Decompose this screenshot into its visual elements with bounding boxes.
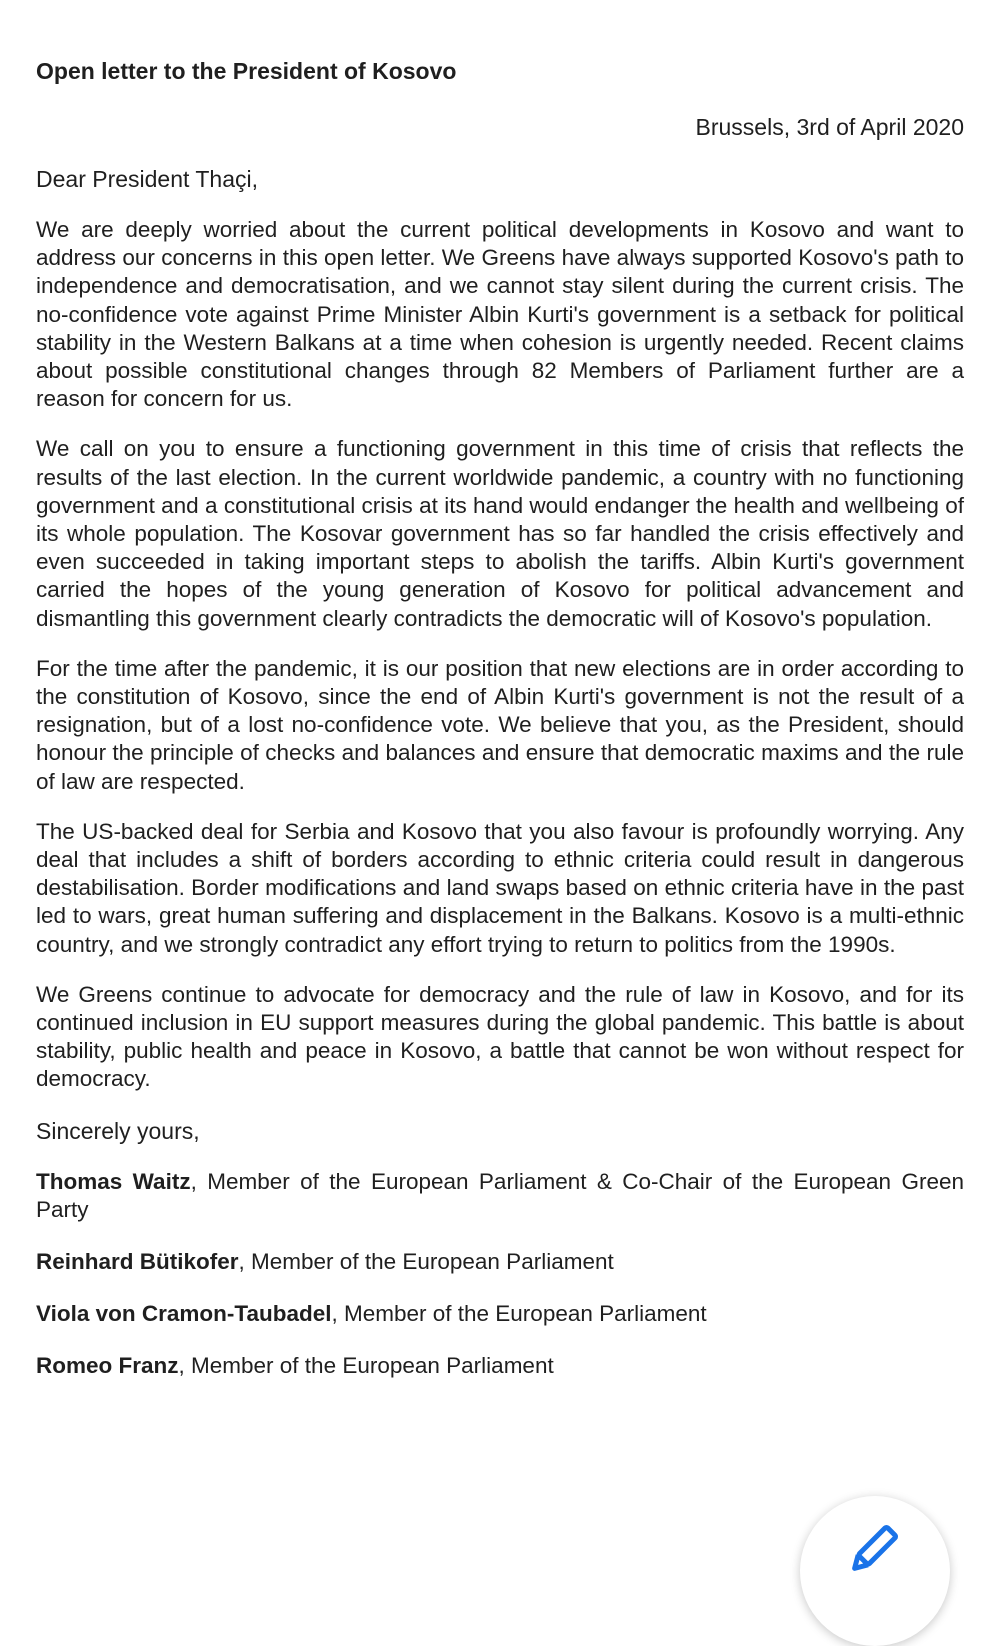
letter-date: Brussels, 3rd of April 2020 <box>695 114 964 140</box>
signatory-name: Viola von Cramon-Taubadel <box>36 1300 332 1326</box>
signatory-name: Reinhard Bütikofer <box>36 1248 239 1274</box>
signatory-role: , Member of the European Parliament <box>238 1248 614 1274</box>
salutation: Dear President Thaçi, <box>36 166 259 192</box>
paragraph: We Greens continue to advocate for democracy and the rule of law in Kosovo, and for its continued inclusion in EU support measures during the global pandemic. This battle is about stability, public health and peace in Kosovo, a battle that cannot be won without respect for democracy. <box>36 981 964 1092</box>
signatory <box>36 1248 964 1276</box>
signatory-name: Thomas Waitz <box>36 1168 191 1194</box>
paragraph: We are deeply worried about the current political developments in Kosovo and want to address our concerns in this open letter. We Greens have always supported Kosovo's path to independence and democratisation, and we cannot stay silent during the current crisis. The no-confidence vote against Prime Minister Albin Kurti's government is a setback for political stability in the Western Balkans at a time when cohesion is urgently needed. Recent claims about possible constitutional changes through 82 Members of Parliament further are a reason for concern for us. <box>36 217 964 412</box>
signatory <box>36 1168 964 1224</box>
paragraph: We call on you to ensure a functioning government in this time of crisis that reflects the results of the last election. In the current worldwide pandemic, a country with no functioning government and a constitutional crisis at its hand would endanger the health and wellbeing of its whole population. The Kosovar government has so far handled the crisis effectively and even succeeded in taking important steps to abolish the tariffs. Albin Kurti's government carried the hopes of the young generation of Kosovo for political advancement and dismantling this government clearly contradicts the democratic will of Kosovo's population. <box>36 436 964 631</box>
signatory-name: Romeo Franz <box>36 1352 179 1378</box>
pencil-icon <box>845 1522 901 1578</box>
signatory-role: , Member of the European Parliament & Co-Chair of the European Green Party <box>36 1168 964 1222</box>
signatory <box>36 1352 964 1380</box>
closing: Sincerely yours, <box>36 1117 200 1144</box>
paragraph: For the time after the pandemic, it is our position that new elections are in order according to the constitution of Kosovo, since the end of Albin Kurti's government is not the result of a resignation, but of a lost no-confidence vote. We believe that you, as the President, should honour the principle of checks and balances and ensure that democratic maxims and the rule of law are respected. <box>36 655 964 794</box>
letter-document <box>36 56 964 1404</box>
letter-title: Open letter to the President of Kosovo <box>36 58 457 84</box>
signatory-role: , Member of the European Parliament <box>331 1300 707 1326</box>
signatory-role: , Member of the European Parliament <box>178 1352 554 1378</box>
signatory <box>36 1300 964 1328</box>
paragraph: The US-backed deal for Serbia and Kosovo that you also favour is profoundly worrying. Any deal that includes a shift of borders according to ethnic criteria could result in dangerous destabilisation. Border modifications and land swaps based on ethnic criteria have in the past led to wars, great human suffering and displacement in the Balkans. Kosovo is a multi-ethnic country, and we strongly contradict any effort trying to return to politics from the 1990s. <box>36 818 964 957</box>
